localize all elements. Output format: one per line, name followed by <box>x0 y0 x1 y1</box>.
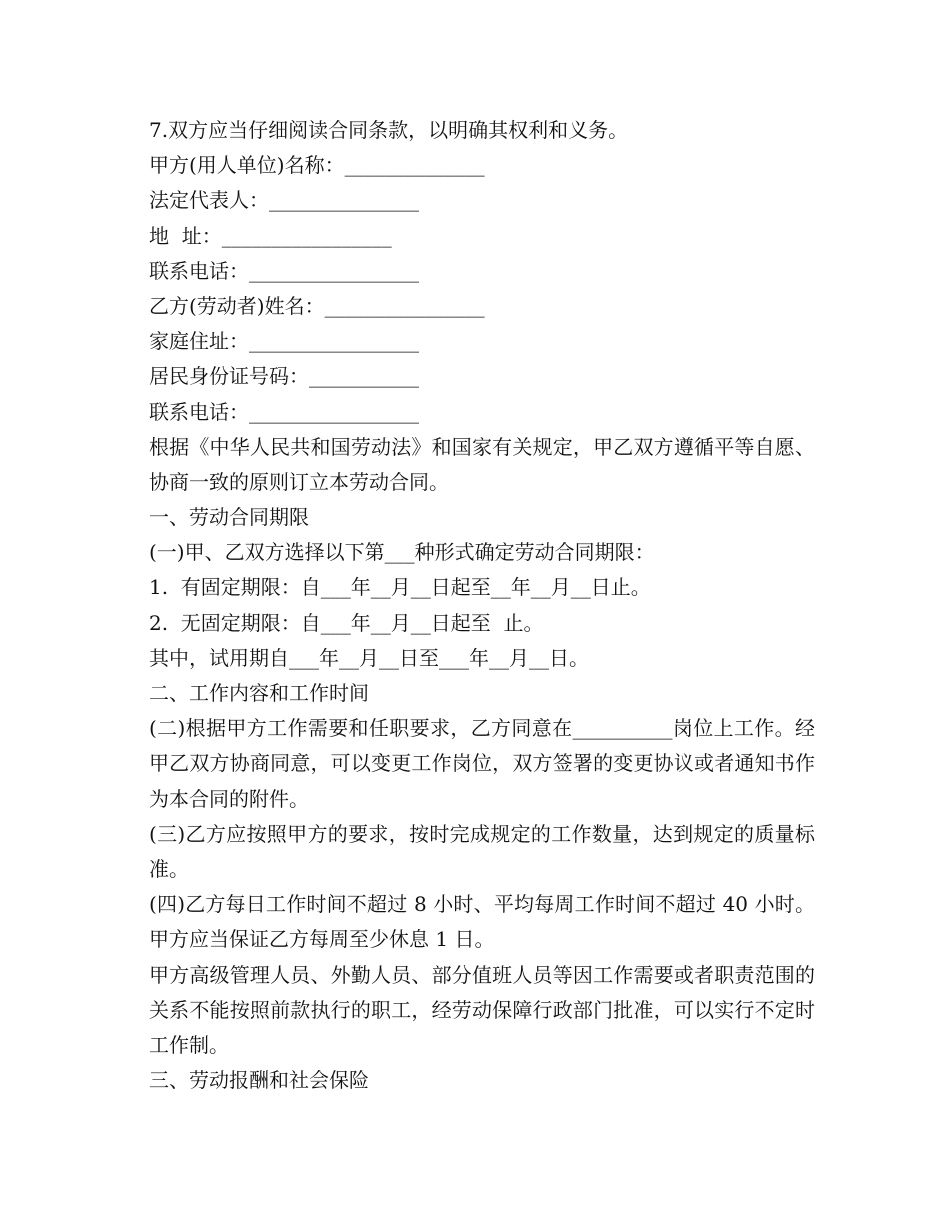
open-term-line: 2. 无固定期限：自___年__月__日起至 止。 <box>149 610 544 635</box>
party-b-phone-field: 联系电话：_________________ <box>149 399 419 424</box>
party-a-address-field: 地 址：_________________ <box>149 223 392 248</box>
clause-7: 7.双方应当仔细阅读合同条款，以明确其权利和义务。 <box>149 118 629 142</box>
legal-representative-field: 法定代表人：_______________ <box>149 188 419 213</box>
document-body <box>140 113 815 1098</box>
party-a-name-field: 甲方(用人单位)名称：______________ <box>149 153 485 178</box>
party-b-id-number-field: 居民身份证号码：___________ <box>149 364 419 389</box>
party-b-name-field: 乙方(劳动者)姓名：________________ <box>149 293 485 318</box>
party-b-home-address-field: 家庭住址：_________________ <box>149 329 419 354</box>
term-option-line: (一)甲、乙双方选择以下第___种形式确定劳动合同期限： <box>149 540 655 565</box>
preamble-paragraph: 根据《中华人民共和国劳动法》和国家有关规定，甲乙双方遵循平等自愿、协商一致的原则订立本劳动合同。 <box>149 434 815 494</box>
section-2-title: 二、工作内容和工作时间 <box>149 681 369 706</box>
position-paragraph: (二)根据甲方工作需要和任职要求，乙方同意在__________岗位上工作。经甲乙双方协商同意，可以变更工作岗位，双方签署的变更协议或者通知书作为本合同的附件。 <box>149 716 815 811</box>
probation-line: 其中，试用期自___年__月__日至___年__月__日。 <box>149 645 589 670</box>
section-1-title: 一、劳动合同期限 <box>149 505 309 530</box>
flexible-hours-paragraph: 甲方高级管理人员、外勤人员、部分值班人员等因工作需要或者职责范围的关系不能按照前款执行的职工，经劳动保障行政部门批准，可以实行不定时工作制。 <box>149 962 815 1058</box>
working-hours-paragraph: (四)乙方每日工作时间不超过 8 小时、平均每周工作时间不超过 40 小时。甲方应当保证乙方每周至少休息 1 日。 <box>149 892 815 952</box>
work-quantity-paragraph: (三)乙方应按照甲方的要求，按时完成规定的工作数量，达到规定的质量标准。 <box>149 821 815 882</box>
fixed-term-line: 1. 有固定期限：自___年__月__日起至__年__月__日止。 <box>149 575 651 600</box>
party-a-phone-field: 联系电话：_________________ <box>149 258 419 283</box>
section-3-title: 三、劳动报酬和社会保险 <box>149 1068 369 1093</box>
